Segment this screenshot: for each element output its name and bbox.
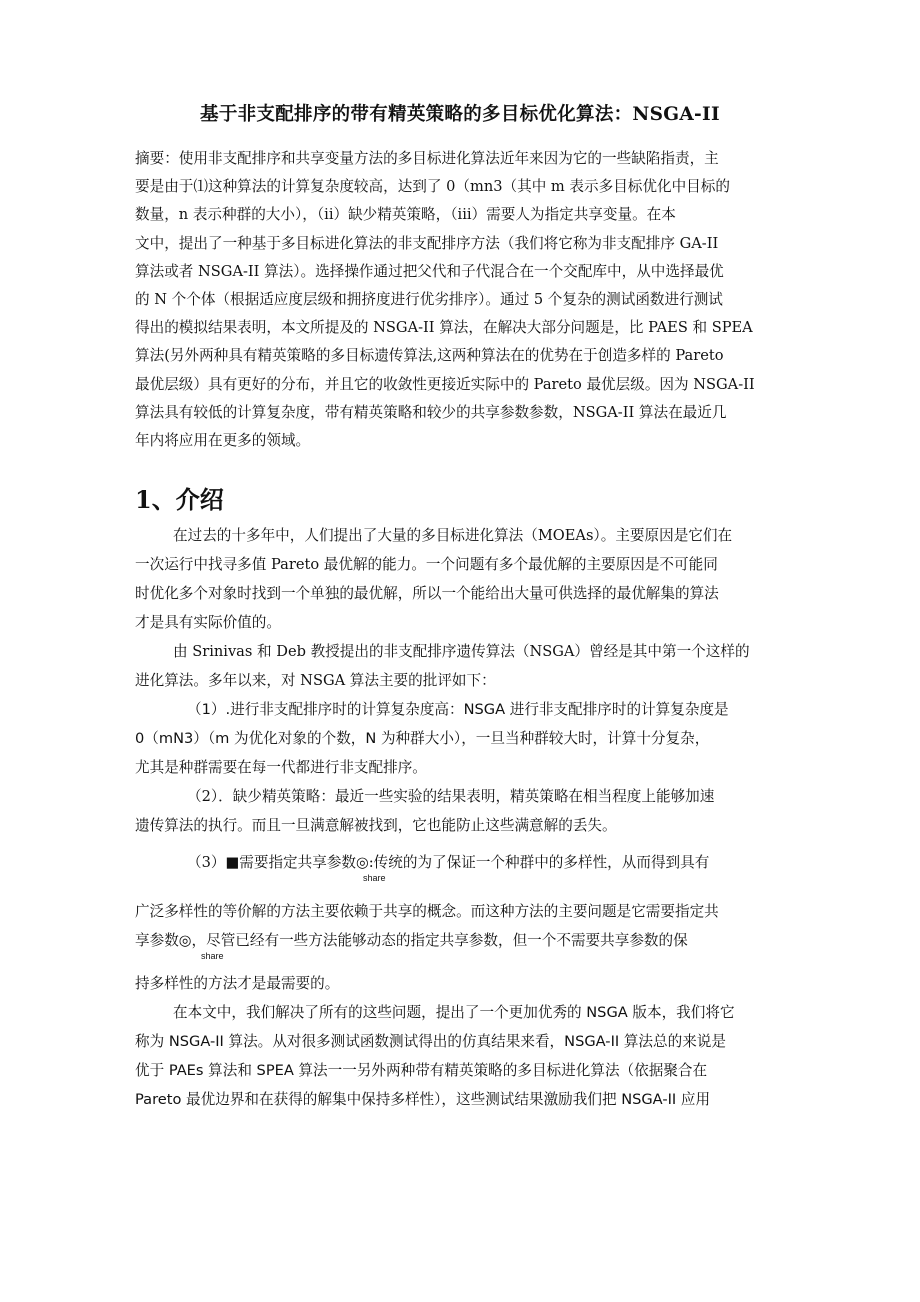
- paragraph-line: 优于 PAEs 算法和 SPEA 算法一一另外两种带有精英策略的多目标进化算法（依据聚合在: [135, 1062, 708, 1079]
- list-item-line: 0（mN3）（m 为优化对象的个数，N 为种群大小），一旦当种群较大时，计算十分复杂，: [135, 730, 710, 747]
- abstract-line: 摘要：使用非支配排序和共享变量方法的多目标进化算法近年来因为它的一些缺陷指责，主: [135, 150, 719, 167]
- list-item-line: 持多样性的方法才是最需要的。: [135, 975, 340, 992]
- paragraph-line: 由 Srinivas 和 Deb 教授提出的非支配排序遗传算法（NSGA）曾经是其中第一个这样的: [173, 643, 750, 660]
- paragraph-line: 时优化多个对象时找到一个单独的最优解，所以一个能给出大量可供选择的最优解集的算法: [135, 585, 719, 602]
- paragraph-line: Pareto 最优边界和在获得的解集中保持多样性），这些测试结果激励我们把 NSGA-II 应用: [135, 1091, 711, 1108]
- section-heading: 1、介绍: [135, 485, 224, 514]
- subscript-row: [135, 951, 791, 969]
- abstract-line: 最优层级）具有更好的分布，并且它的收敛性更接近实际中的 Pareto 最优层级。因为 NSGA-II: [135, 375, 755, 393]
- list-item-line: 尤其是种群需要在每一代都进行非支配排序。: [135, 759, 427, 776]
- list-item-line: 遗传算法的执行。而且一旦满意解被找到，它也能防止这些满意解的丢失。: [135, 817, 617, 834]
- abstract-line: 得出的模拟结果表明，本文所提及的 NSGA-II 算法，在解决大部分问题是，比 PAES 和 SPEA: [135, 319, 753, 337]
- paragraph-line: 进化算法。多年以来，对 NSGA 算法主要的批评如下：: [135, 672, 496, 689]
- list-item-line: 广泛多样性的等价解的方法主要依赖于共享的概念。而这种方法的主要问题是它需要指定共: [135, 903, 719, 920]
- abstract-line: 文中，提出了一种基于多目标进化算法的非支配排序方法（我们将它称为非支配排序 GA-II: [135, 234, 719, 252]
- list-item-line: （3）■需要指定共享参数◎:传统的为了保证一个种群中的多样性，从而得到具有: [187, 854, 710, 871]
- paragraph-line: 一次运行中找寻多值 Pareto 最优解的能力。一个问题有多个最优解的主要原因是不可能同: [135, 556, 718, 573]
- page-title: 基于非支配排序的带有精英策略的多目标优化算法：NSGA-II: [200, 104, 720, 125]
- paragraph-line: 称为 NSGA-II 算法。从对很多测试函数测试得出的仿真结果来看，NSGA-II 算法总的来说是: [135, 1033, 726, 1050]
- share-subscript: share: [363, 873, 386, 883]
- abstract-line: 算法或者 NSGA-II 算法）。选择操作通过把父代和子代混合在一个交配库中，从中选择最优: [135, 262, 724, 280]
- share-subscript: share: [201, 951, 224, 961]
- subscript-row: [135, 873, 791, 891]
- paragraph-line: 在过去的十多年中，人们提出了大量的多目标进化算法（MOEAs）。主要原因是它们在: [173, 527, 733, 544]
- list-item-line: （2）．缺少精英策略：最近一些实验的结果表明，精英策略在相当程度上能够加速: [187, 788, 715, 805]
- abstract-line: 要是由于⑴这种算法的计算复杂度较高，达到了 0（mn3（其中 m 表示多目标优化中目标的: [135, 178, 730, 196]
- list-item-line: 享参数◎，尽管已经有一些方法能够动态的指定共享参数，但一个不需要共享参数的保: [135, 932, 688, 949]
- paragraph-line: 在本文中，我们解决了所有的这些问题，提出了一个更加优秀的 NSGA 版本，我们将它: [173, 1004, 735, 1021]
- section-body: [135, 521, 791, 1114]
- paragraph-line: 才是具有实际价值的。: [135, 614, 281, 631]
- abstract-line: 算法(另外两种具有精英策略的多目标遗传算法,这两种算法在的优势在于创造多样的 Pareto: [135, 347, 724, 365]
- list-item-line: （1）.进行非支配排序时的计算复杂度高：NSGA 进行非支配排序时的计算复杂度是: [187, 701, 729, 718]
- abstract-line: 数量，n 表示种群的大小），（ii）缺少精英策略，（iii）需要人为指定共享变量。在本: [135, 206, 676, 224]
- abstract-line: 年内将应用在更多的领域。: [135, 431, 311, 449]
- abstract-line: 的 N 个个体（根据适应度层级和拥挤度进行优劣排序）。通过 5 个复杂的测试函数进行测试: [135, 290, 723, 308]
- abstract-line: 算法具有较低的计算复杂度，带有精英策略和较少的共享参数参数，NSGA-II 算法在最近几: [135, 403, 727, 421]
- abstract: [135, 145, 787, 455]
